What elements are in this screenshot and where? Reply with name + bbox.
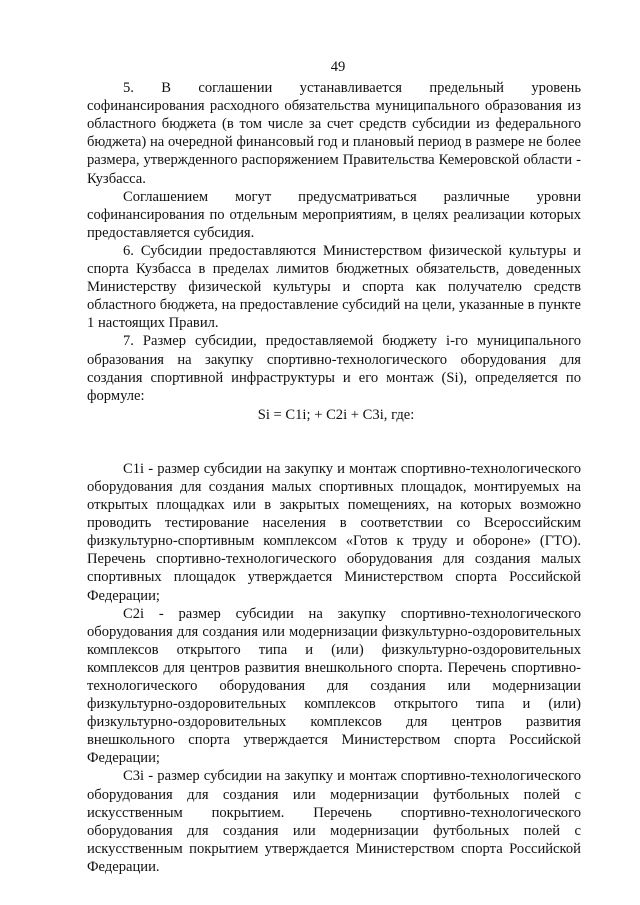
paragraph-5-cofinancing: Соглашением могут предусматриваться различные уровни софинансирования по отдельным мероприятиям, в целях реализации которых предоставляется субсидия. [87, 188, 581, 241]
spacer [87, 424, 581, 460]
definition-c1i: C1i - размер субсидии на закупку и монтаж спортивно-технологического оборудования для создания малых спортивных площадок, монтируемых на открытых площадках или в закрытых помещениях, на которых возможно проводить тестирование населения в соответствии со Всероссийским физкультурно-спортивным комплексом «Готов к труду и обороне» (ГТО). Перечень спортивно-технологического оборудования для создания малых спортивных площадок утверждается Министерством спорта Российской Федерации; [87, 460, 581, 604]
document-page [87, 58, 581, 876]
paragraph-5: 5. В соглашении устанавливается предельный уровень софинансирования расходного обязательства муниципального образования из областного бюджета (в том числе за счет средств субсидии из федерального бюджета) на очередной финансовый год и плановый период в размере не более размера, утвержденного распоряжением Правительства Кемеровской области - Кузбасса. [87, 80, 581, 187]
definition-c2i: C2i - размер субсидии на закупку спортивно-технологического оборудования для создания или модернизации физкультурно-оздоровительных комплексов открытого типа и (или) физкультурно-оздоровительных комплексов для центров развития внешкольного спорта. Перечень спортивно-технологического оборудования для создания или модернизации физкультурно-оздоровительных комплексов открытого типа и (или) физкультурно-оздоровительных комплексов для центров развития внешкольного спорта утверждается Министерством спорта Российской Федерации; [87, 605, 581, 767]
subsidy-formula: Si = C1i; + C2i + C3i, где: [257, 406, 415, 423]
page-number: 49 [330, 59, 346, 75]
paragraph-7: 7. Размер субсидии, предоставляемой бюджету i-го муниципального образования на закупку спортивно-технологического оборудования для создания спортивной инфраструктуры и его монтаж (Si), определяется по формуле: [87, 333, 581, 404]
definition-c3i: C3i - размер субсидии на закупку и монтаж спортивно-технологического оборудования для создания или модернизации футбольных полей с искусственным покрытием. Перечень спортивно-технологического оборудования для создания или модернизации футбольных полей с искусственным покрытием утверждается Министерством спорта Российской Федерации. [87, 768, 581, 875]
paragraph-6: 6. Субсидии предоставляются Министерством физической культуры и спорта Кузбасса в пределах лимитов бюджетных обязательств, доведенных Министерству физической культуры и спорта как получателю средств областного бюджета, на предоставление субсидий на цели, указанные в пункте 1 настоящих Правил. [87, 242, 581, 332]
